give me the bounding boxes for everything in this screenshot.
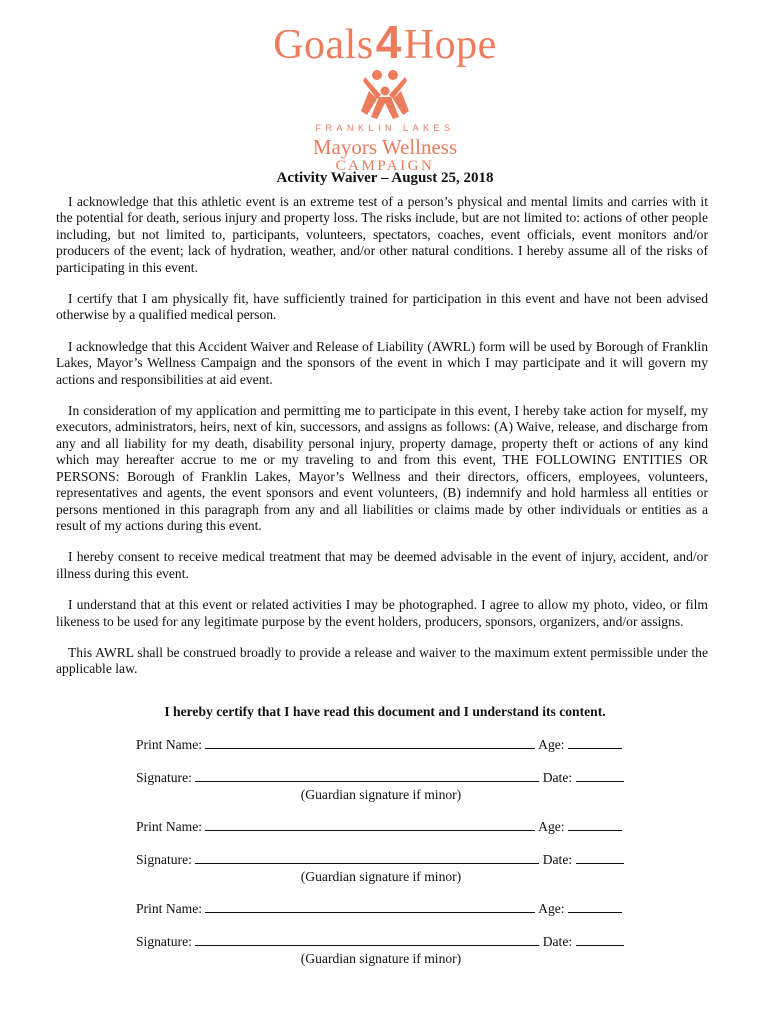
goals-4-hope-logo — [0, 18, 770, 174]
signature-block — [136, 818, 636, 885]
signature-field[interactable] — [195, 933, 539, 946]
paragraph-awrl-use: I acknowledge that this Accident Waiver and Release of Liability (AWRL) form will be used by Borough of Franklin Lakes, Mayor’s Wellness Campaign and the sponsors of the event in which I may participate and it will govern my actions and responsibilities at aid event. — [56, 338, 708, 387]
date-label: Date: — [542, 934, 573, 949]
signature-block — [136, 900, 636, 967]
logo-location: FRANKLIN LAKES — [315, 123, 455, 133]
paragraph-fitness: I certify that I am physically fit, have sufficiently trained for participation in this event and have not been advised otherwise by a qualified medical person. — [56, 291, 708, 323]
waiver-body — [56, 194, 708, 693]
age-label: Age: — [538, 901, 565, 916]
signature-row — [136, 851, 636, 869]
logo-title — [0, 18, 770, 69]
date-label: Date: — [542, 770, 573, 785]
age-field[interactable] — [568, 818, 622, 831]
age-label: Age: — [538, 819, 565, 834]
date-field[interactable] — [576, 769, 624, 782]
paragraph-risks: I acknowledge that this athletic event is an extreme test of a person’s physical and mental limits and carries with it the potential for death, serious injury and property loss. The risks include, but are not limited to: actions of other people including, but not limited to, participants, volunteers, spectators, coaches, event officials, event monitors and/or producers of the event; lack of hydration, weather, and/or other natural conditions. I hereby assume all of the risks of participating in this event. — [56, 194, 708, 275]
print-name-row — [136, 900, 636, 918]
people-figures-icon — [355, 69, 415, 121]
signature-label: Signature: — [136, 852, 192, 867]
date-field[interactable] — [576, 933, 624, 946]
print-name-label: Print Name: — [136, 737, 203, 752]
print-name-field[interactable] — [205, 818, 535, 831]
signature-field[interactable] — [195, 769, 539, 782]
print-name-row — [136, 818, 636, 836]
guardian-note: (Guardian signature if minor) — [300, 951, 462, 966]
print-name-row — [136, 736, 636, 754]
signature-row — [136, 769, 636, 787]
logo-title-number: 4 — [375, 16, 402, 68]
signature-field[interactable] — [195, 851, 539, 864]
logo-campaign-word: CAMPAIGN — [335, 158, 435, 174]
print-name-field[interactable] — [205, 900, 535, 913]
logo-campaign-name: Mayors Wellness — [312, 135, 458, 159]
age-field[interactable] — [568, 736, 622, 749]
paragraph-release: In consideration of my application and permitting me to participate in this event, I hereby take action for myself, my executors, administrators, heirs, next of kin, successors, and assigns as follows: (A) Waive, release, and discharge from any and all liability for my death, disability personal injury, property damage, property theft or actions of any kind which may hereafter accrue to me or my traveling to and from this event, THE FOLLOWING ENTITIES OR PERSONS: Borough of Franklin Lakes, Mayor’s Wellness and their directors, officers, employees, volunteers, representatives and agents, the event sponsors and event volunteers, (B) indemnify and hold harmless all entities or persons mentioned in this paragraph from any and all liabilities or claims made by other individuals or entities as a result of my actions during this event. — [56, 403, 708, 533]
print-name-label: Print Name: — [136, 819, 203, 834]
guardian-note: (Guardian signature if minor) — [300, 869, 462, 884]
print-name-label: Print Name: — [136, 901, 203, 916]
guardian-note: (Guardian signature if minor) — [300, 787, 462, 802]
signature-row — [136, 933, 636, 951]
signature-label: Signature: — [136, 770, 192, 785]
age-field[interactable] — [568, 900, 622, 913]
logo-title-left: Goals — [273, 22, 374, 68]
paragraph-construal: This AWRL shall be construed broadly to provide a release and waiver to the maximum extent permissible under the applicable law. — [56, 644, 708, 677]
signature-label: Signature: — [136, 934, 192, 949]
signature-block — [136, 736, 636, 803]
date-label: Date: — [542, 852, 573, 867]
certify-statement: I hereby certify that I have read this document and I understand its content. — [164, 704, 606, 719]
paragraph-photo: I understand that at this event or related activities I may be photographed. I agree to allow my photo, video, or film likeness to be used for any legitimate purpose by the event holders, producers, sponsors, organizers, and/or assigns. — [56, 597, 708, 629]
logo-title-right: Hope — [403, 22, 497, 68]
paragraph-medical: I hereby consent to receive medical treatment that may be deemed advisable in the event of injury, accident, and/or illness during this event. — [56, 549, 708, 581]
document-title: Activity Waiver – August 25, 2018 — [276, 170, 494, 186]
print-name-field[interactable] — [205, 736, 535, 749]
age-label: Age: — [538, 737, 565, 752]
date-field[interactable] — [576, 851, 624, 864]
